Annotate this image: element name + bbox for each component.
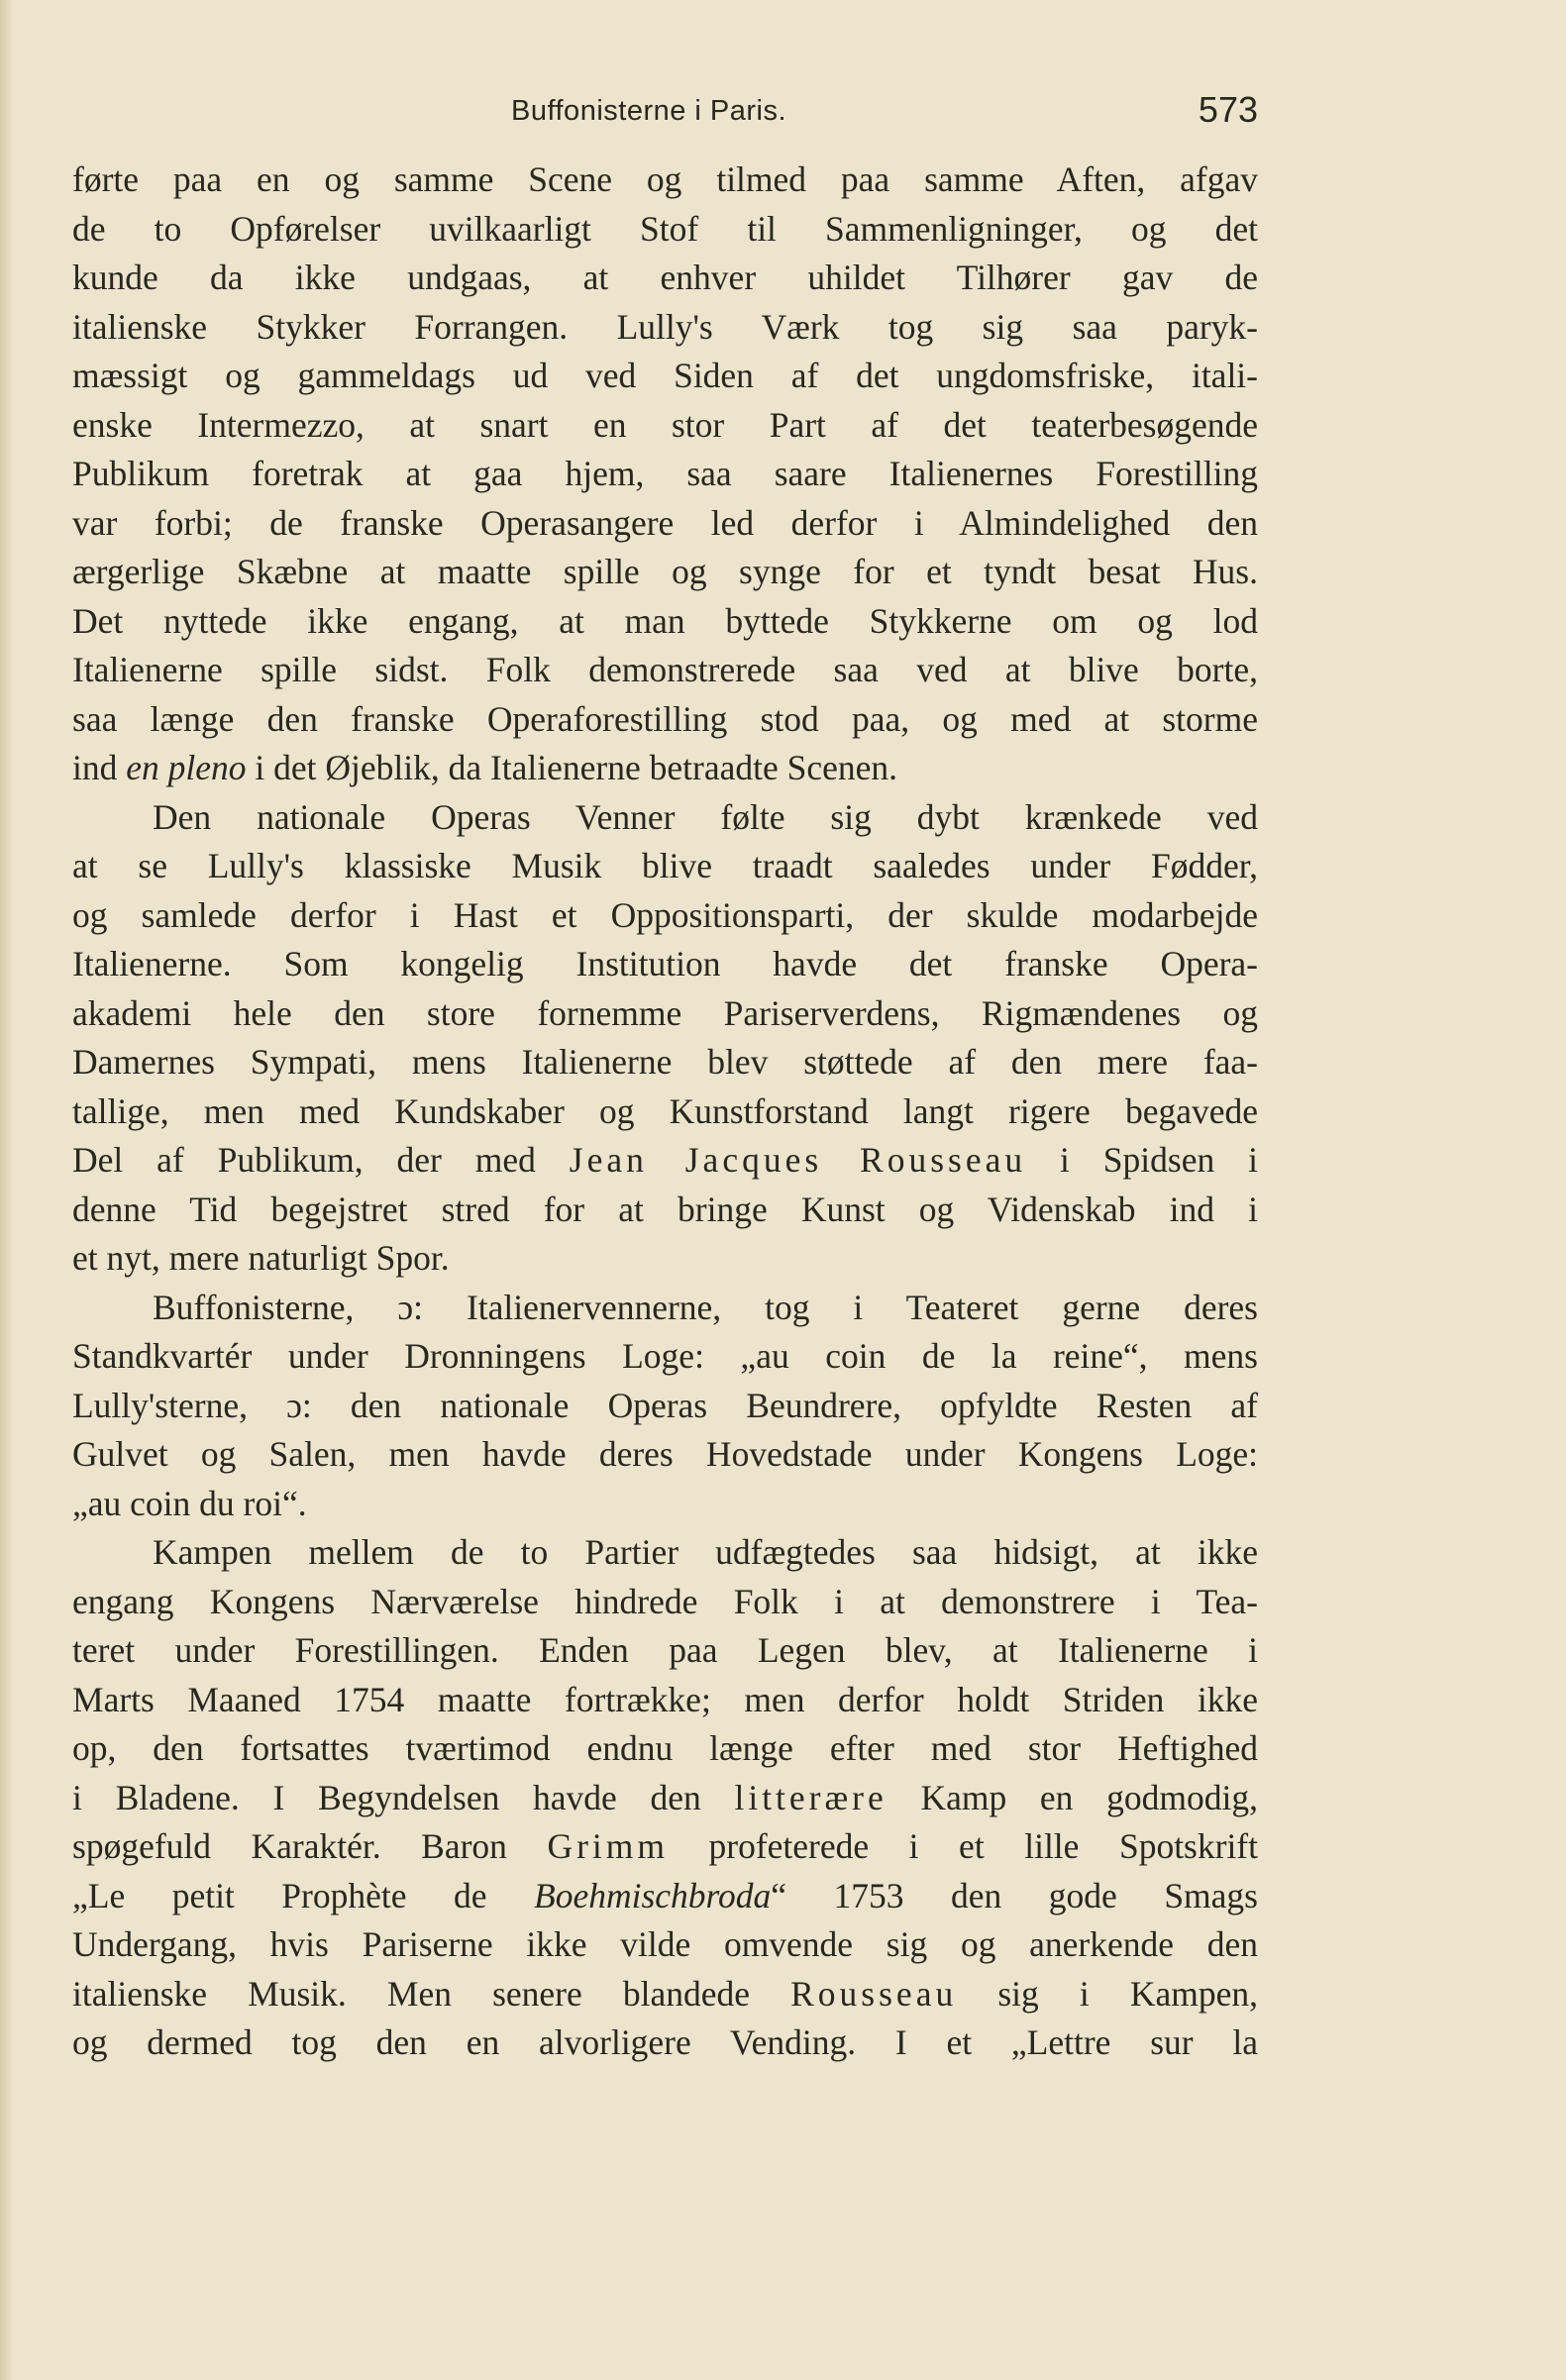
text-line: Gulvet og Salen, men havde deres Hovedstade under Kongens Loge:: [72, 1434, 1258, 1474]
text-run: sig i Kampen,: [957, 1973, 1258, 2014]
running-title: Buffonisterne i Paris.: [511, 95, 787, 127]
text-line: kunde da ikke undgaas, at enhver uhildet Tilhører gav de: [72, 258, 1258, 297]
paragraph-start-line: Den nationale Operas Venner følte sig dybt krænkede ved: [153, 796, 1258, 837]
text-line: op, den fortsattes tværtimod endnu længe efter med stor Heftighed: [72, 1728, 1258, 1768]
text-line: „au coin du roi“.: [72, 1483, 307, 1523]
text-run: ind: [72, 748, 127, 787]
text-line: italienske Stykker Forrangen. Lully's Værk tog sig saa paryk-: [72, 306, 1258, 347]
text-line: og dermed tog den en alvorligere Vending. I et „Lettre sur la: [72, 2022, 1258, 2062]
text-line: Publikum foretrak at gaa hjem, saa saare Italienernes Forestilling: [72, 454, 1258, 493]
text-line: Italienerne. Som kongelig Institution havde det franske Opera-: [72, 944, 1258, 983]
text-line: enske Intermezzo, at snart en stor Part af det teaterbesøgende: [72, 404, 1258, 445]
text-line: Italienerne spille sidst. Folk demonstrerede saa ved at blive borte,: [72, 650, 1258, 689]
text-line: [72, 1970, 1258, 2019]
text-line: [72, 1136, 1258, 1186]
text-line: førte paa en og samme Scene og tilmed paa samme Aften, afgav: [72, 159, 1258, 199]
text-line: tallige, men med Kundskaber og Kunstforstand langt rigere begavede: [72, 1090, 1258, 1131]
text-line: et nyt, mere naturligt Spor.: [72, 1238, 450, 1278]
paragraph-start-line: Kampen mellem de to Partier udfægtedes saa hidsigt, at ikke: [153, 1532, 1258, 1572]
text-line: de to Opførelser uvilkaarligt Stof til Sammenligninger, og det: [72, 208, 1258, 249]
text-line: Det nyttede ikke engang, at man byttede Stykkerne om og lod: [72, 600, 1258, 641]
spaced-name: Grimm: [547, 1826, 669, 1866]
text-line: [72, 744, 1258, 793]
text-run: i Spidsen i: [1026, 1140, 1258, 1180]
text-line: [72, 1822, 1258, 1872]
text-line: teret under Forestillingen. Enden paa Legen blev, at Italienerne i: [72, 1630, 1258, 1670]
spaced-name: Jean Jacques Rousseau: [569, 1140, 1027, 1180]
page-number: 573: [1198, 89, 1258, 130]
page-header: [72, 89, 1258, 135]
text-line: akademi hele den store fornemme Pariserverdens, Rigmændenes og: [72, 992, 1258, 1033]
text-line: [72, 1872, 1258, 1921]
text-line: Undergang, hvis Pariserne ikke vilde omvende sig og anerkende den: [72, 1924, 1258, 1964]
spaced-word: litterære: [734, 1777, 887, 1817]
text-line: at se Lully's klassiske Musik blive traadt saaledes under Fødder,: [72, 846, 1258, 885]
text-line: ærgerlige Skæbne at maatte spille og synge for et tyndt besat Hus.: [72, 552, 1258, 591]
text-line: var forbi; de franske Operasangere led derfor i Almindelighed den: [72, 502, 1258, 543]
text-line: saa længe den franske Operaforestilling stod paa, og med at storme: [72, 698, 1258, 739]
text-run: “ 1753 den gode Smags: [771, 1875, 1258, 1915]
text-line: Lully'sterne, ɔ: den nationale Operas Beundrere, opfyldte Resten af: [72, 1385, 1258, 1425]
page-edge: [0, 0, 14, 2380]
italic-phrase: en pleno: [126, 748, 247, 787]
body-text: [72, 155, 1258, 2068]
spaced-name: Rousseau: [790, 1973, 958, 2014]
italic-phrase: Boehmischbroda: [534, 1875, 772, 1915]
text-run: Kamp en godmodig,: [887, 1777, 1258, 1817]
text-run: italienske Musik. Men senere blandede: [72, 1973, 791, 2014]
text-line: Damernes Sympati, mens Italienerne blev støttede af den mere faa-: [72, 1042, 1258, 1082]
text-run: Del af Publikum, der med: [72, 1140, 570, 1180]
text-line: [72, 1774, 1258, 1823]
text-line: engang Kongens Nærværelse hindrede Folk i at demonstrere i Tea-: [72, 1581, 1258, 1621]
paragraph-start-line: Buffonisterne, ɔ: Italienervennerne, tog i Teateret gerne deres: [153, 1287, 1258, 1327]
text-run: profeterede i et lille Spotskrift: [669, 1826, 1258, 1866]
text-run: „Le petit Prophète de: [72, 1875, 535, 1915]
text-line: Marts Maaned 1754 maatte fortrække; men derfor holdt Striden ikke: [72, 1679, 1258, 1719]
text-line: og samlede derfor i Hast et Oppositionsparti, der skulde modarbejde: [72, 894, 1258, 935]
text-run: i Bladene. I Begyndelsen havde den: [72, 1777, 735, 1817]
text-line: denne Tid begejstret stred for at bringe Kunst og Videnskab ind i: [72, 1189, 1258, 1229]
text-run: spøgefuld Karaktér. Baron: [72, 1826, 548, 1866]
text-run: i det Øjeblik, da Italienerne betraadte Scenen.: [246, 748, 897, 787]
text-line: mæssigt og gammeldags ud ved Siden af det ungdomsfriske, itali-: [72, 356, 1258, 395]
text-line: Standkvartér under Dronningens Loge: „au coin de la reine“, mens: [72, 1336, 1258, 1376]
